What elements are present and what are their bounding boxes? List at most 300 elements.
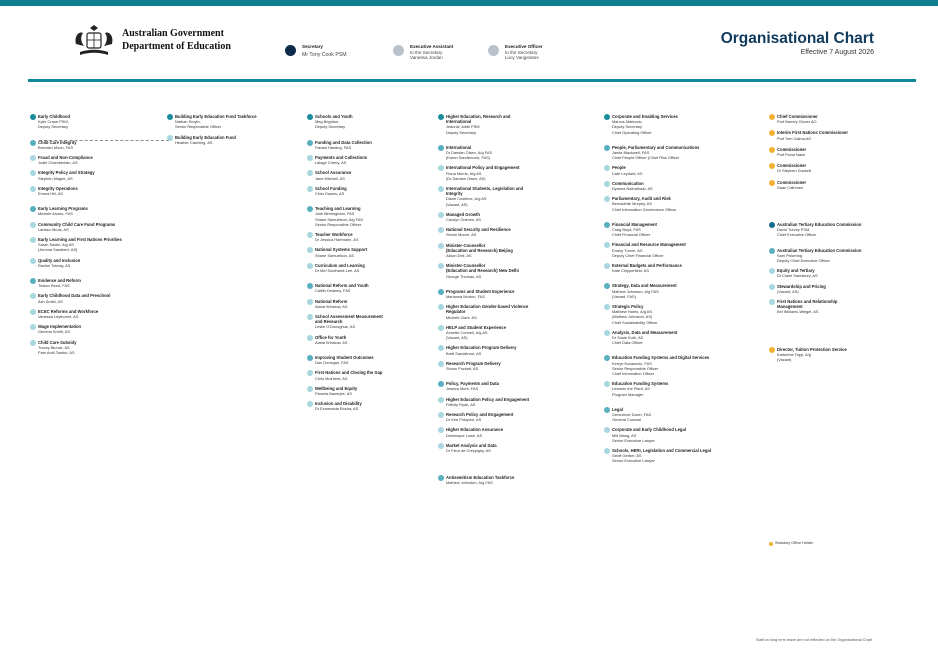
org-unit-text (446, 304, 528, 320)
page-title: Organisational Chart (720, 30, 874, 47)
org-unit-detail: Marianna Morton, FAS (446, 294, 485, 299)
org-unit-name: Research Program Delivery (446, 360, 501, 366)
org-unit-text (446, 412, 513, 422)
org-unit-name: Stewardship and Pricing (777, 283, 826, 289)
org-unit-name: Higher Education Policy and Engagement (446, 396, 530, 402)
org-unit-detail: Dr Damian Olsen, A/g FAS (446, 150, 493, 155)
org-unit-detail: Chief Information Governance Officer (612, 206, 677, 212)
header-divider (28, 79, 916, 82)
group-dot (438, 145, 444, 151)
org-unit-detail: (Vacant, AS) (446, 335, 468, 341)
org-unit-name: Quality and Inclusion (38, 257, 81, 263)
org-unit-text (315, 370, 382, 380)
org-unit-detail: Leslie O'Donoghue, AS (315, 324, 356, 330)
org-unit-name: Education Funding Systems (612, 381, 669, 387)
org-unit-detail: Mathew Johnston, A/g FAS (446, 480, 493, 486)
org-unit-text (612, 407, 651, 423)
org-unit-text (38, 114, 70, 130)
group-dot (769, 248, 775, 254)
statutory-dot (769, 130, 775, 136)
org-unit-detail: Senior Responsible Officer (175, 124, 222, 130)
org-unit-name: Market Analysis and Data (446, 442, 497, 448)
org-unit-text (175, 135, 236, 145)
org-unit-detail: Emma Hill, AS (38, 191, 63, 196)
branch-dot (604, 181, 610, 187)
org-unit-text (38, 186, 78, 196)
org-unit-detail: Kerryn Kovacevic, FAS (612, 360, 652, 366)
effective-date: Effective 7 August 2026 (800, 49, 874, 56)
org-unit-text (777, 299, 838, 315)
footnote: Staff on long term leave are not reflected on the Organisational Chart (755, 638, 872, 642)
org-unit-name: Chief Commissioner (777, 114, 818, 119)
org-unit-text (315, 206, 363, 227)
branch-dot (438, 325, 444, 331)
org-unit-detail: Dr Esmeralda Rocha, AS (315, 406, 359, 412)
org-unit-detail: (Vacant, AS) (446, 201, 468, 207)
executive-assistant-role-line1: Executive Assistant (410, 44, 454, 49)
org-unit-detail: Bernadette Murphy, AS (612, 201, 652, 207)
org-unit-detail: Shane Samuelson, A/g FAS (315, 216, 364, 222)
org-unit-name: School Assessment Measurement (315, 314, 383, 319)
org-unit-name: International Students, Legislation and (446, 186, 524, 191)
org-unit-name: First Nations and Closing the Gap (315, 370, 383, 376)
org-unit-name: International (446, 144, 472, 150)
org-unit-detail: Prof Tom Calma AO (777, 135, 812, 141)
branch-dot (307, 263, 313, 269)
org-unit-text (612, 304, 658, 325)
org-unit-detail: Stephen Magee, AS (38, 175, 73, 181)
org-unit-text (777, 147, 806, 157)
group-dot (604, 283, 610, 289)
org-unit-detail: Jessica Mohr, FAS (446, 386, 479, 392)
group-dot (438, 381, 444, 387)
org-unit-detail: Vanessa Leythorne, AS (38, 314, 79, 319)
branch-dot (604, 427, 610, 433)
org-unit-detail: Chief Financial Officer (612, 232, 651, 238)
group-dot (438, 475, 444, 481)
executive-assistant-role-line2: to the Secretary (410, 49, 443, 55)
org-unit-text (38, 340, 76, 356)
org-unit-text (446, 325, 506, 341)
org-unit-detail: Fiona Morris, A/g AS (446, 170, 482, 176)
org-unit-text (315, 232, 358, 242)
org-unit-name: Higher Education Assurance (446, 427, 504, 433)
org-unit-text (446, 361, 501, 371)
branch-dot (30, 186, 36, 192)
org-unit-name: Teacher Workforce (315, 232, 353, 237)
org-unit-detail: Pam Antil-Tambo, AS (38, 350, 75, 355)
org-unit-name: National Reform (315, 298, 348, 304)
org-unit-detail: Chris Dawes, AS (315, 191, 345, 196)
org-unit-name: Legal (612, 406, 623, 412)
org-unit-name-continued: (Education and Research) Beijing (446, 247, 513, 253)
branch-dot (307, 314, 313, 320)
org-unit-detail: Dr Claire Sainsbury, AS (777, 273, 818, 279)
org-unit-name: Commissioner (777, 163, 807, 169)
org-unit-text (315, 401, 362, 411)
org-unit-detail: Prof Fiona Nash (777, 152, 806, 157)
org-unit-text (777, 347, 847, 363)
org-unit-detail: Chief Information Officer (612, 371, 655, 376)
branch-dot (438, 361, 444, 367)
org-unit-detail: Katherine Tapp, A/g (777, 351, 811, 357)
org-unit-text (446, 114, 510, 135)
org-unit-name: Strategy, Data and Measurement (612, 283, 677, 289)
org-unit-detail: Tristan Reed, FAS (38, 283, 70, 289)
deputy-dot (604, 114, 610, 120)
org-unit-detail: Meg Brighton, (315, 119, 340, 125)
org-unit-name: Teaching and Learning (315, 206, 361, 212)
org-unit-name: Corporate and Early Childhood Legal (612, 427, 686, 433)
branch-dot (438, 304, 444, 310)
branch-dot (604, 330, 610, 336)
branch-dot (438, 412, 444, 418)
org-unit-detail: Shane Samuelson, AS (315, 252, 354, 258)
org-unit-name: Policy, Payments and Data (446, 381, 499, 387)
org-unit-detail: Michele Clark, AS (446, 314, 477, 320)
org-unit-detail: Chris Muirhent, AS (315, 375, 348, 381)
org-unit-detail: Fabian Harding, FAS (315, 144, 352, 150)
org-unit-detail: Caitlin Delaney, FAS (315, 288, 351, 294)
org-unit-detail: Chief Executive Officer (777, 232, 817, 238)
org-unit-text (446, 427, 503, 437)
org-unit-name: Corporate and Enabling Services (612, 114, 678, 119)
org-unit-name-continued: International (446, 119, 472, 125)
org-unit-text (446, 212, 481, 222)
org-unit-detail: Michele Alvaro, FAS (38, 211, 73, 217)
org-unit-detail: Kylie Crane PSM, (38, 119, 69, 125)
org-unit-detail: Dr Jessica Hartmann, AS (315, 237, 359, 243)
org-unit-name: Community Child Care Fund Programs (38, 221, 116, 227)
branch-dot (307, 247, 313, 253)
org-unit-text (446, 443, 497, 453)
org-unit-detail: Deputy Secretary (38, 124, 69, 130)
org-unit-detail: (Vacant) (777, 357, 792, 362)
org-unit-detail: Deputy Chief Financial Officer (612, 252, 664, 258)
org-unit-text (315, 355, 374, 365)
branch-dot (307, 401, 313, 407)
org-unit-name: Integrity Operations (38, 185, 78, 191)
org-unit-name: Higher Education, Research and (446, 114, 511, 119)
org-unit-text (38, 309, 98, 319)
org-unit-text (315, 314, 383, 330)
org-unit-text (315, 283, 369, 293)
org-unit-name-continued: Regulator (446, 309, 466, 315)
org-unit-name: Interim First Nations Commissioner (777, 130, 848, 136)
org-unit-name: Early Learning and First Nations Priorities (38, 237, 122, 242)
org-unit-detail: Deputy Secretary (315, 124, 346, 130)
org-unit-name: School Funding (315, 185, 347, 191)
group-dot (30, 140, 36, 146)
org-unit-text (777, 284, 826, 294)
org-unit-text (315, 386, 357, 396)
org-unit-name-continued: and Research (315, 319, 343, 325)
org-unit-text (38, 278, 81, 288)
org-unit-name-continued: Management (777, 304, 803, 310)
org-unit-name: Australian Tertiary Education Commission (777, 247, 862, 253)
branch-dot (307, 186, 313, 192)
org-unit-name: Payments and Collections (315, 155, 368, 160)
org-unit-detail: Jamie Blackwell, FAS (612, 150, 650, 155)
org-unit-detail: Dominique Lowe, AS (446, 432, 483, 438)
executive-officer-role-line1: Executive Officer (505, 44, 543, 49)
org-unit-detail: (Dr Damian Olsen, AS) (446, 175, 486, 181)
org-unit-name: Financial Management (612, 221, 657, 227)
org-unit-name: Early Childhood Data and Preschool (38, 293, 111, 299)
org-unit-name: National Security and Resilience (446, 227, 511, 233)
branch-dot (30, 237, 36, 243)
deputy-dot (307, 114, 313, 120)
branch-dot (307, 232, 313, 238)
org-unit-text (315, 335, 347, 345)
executive-officer-role-line2: to the Secretary (505, 49, 538, 55)
org-unit-text (612, 165, 643, 175)
org-unit-name: Wage Implementation (38, 324, 82, 330)
org-unit-text (446, 475, 514, 485)
org-unit-detail: (Vacant, FAS) (612, 293, 636, 299)
org-unit-text (777, 114, 818, 124)
org-unit-text (446, 165, 520, 181)
org-unit-text (38, 155, 93, 165)
org-unit-name: Child Care Subsidy (38, 339, 77, 345)
group-dot (604, 355, 610, 361)
org-unit-text (612, 196, 676, 212)
org-unit-detail: Simon Moore, AS (446, 232, 477, 238)
org-unit-name: Director, Tuition Protection Service (777, 346, 847, 352)
branch-dot (30, 340, 36, 346)
org-unit-detail: Milt Wang, AS (612, 432, 637, 438)
branch-dot (604, 304, 610, 310)
org-unit-detail: Genevieve Davin, FAS (612, 412, 652, 417)
branch-dot (769, 299, 775, 305)
group-dot (30, 206, 36, 212)
branch-dot (438, 186, 444, 192)
org-unit-detail: Chief Data Officer (612, 340, 643, 346)
org-unit-text (612, 145, 700, 161)
branch-dot (769, 268, 775, 274)
department-name: Department of Education (122, 41, 231, 52)
branch-dot (438, 227, 444, 233)
org-unit-detail: Jane Mitchell, AS (315, 175, 345, 181)
org-unit-detail: David Turvey PSM, (777, 227, 811, 233)
branch-dot (604, 242, 610, 248)
org-unit-text (612, 427, 686, 443)
org-unit-name: Analysis, Data and Measurement (612, 329, 678, 335)
org-unit-name: Education Funding Systems and Digital Services (612, 355, 710, 361)
org-unit-detail: Tracey Blunck, AS (38, 344, 70, 350)
org-unit-text (38, 170, 95, 180)
org-unit-detail: Alana Winslow, AS (315, 339, 348, 345)
org-unit-detail: Brett Sandstrom, AS (446, 350, 482, 356)
org-unit-detail: Deputy Chief Executive Officer (777, 258, 830, 263)
branch-dot (604, 381, 610, 387)
statutory-dot (769, 347, 775, 353)
org-unit-name: Financial and Resource Management (612, 242, 686, 248)
org-unit-name: External Budgets and Performance (612, 263, 682, 268)
org-unit-name-continued: Integrity (446, 191, 463, 197)
org-unit-detail: Lewwen the Plant, AS (612, 386, 650, 392)
org-unit-name: Managed Growth (446, 211, 480, 217)
org-unit-detail: Lalage Cherry, AS (315, 160, 347, 166)
group-dot (604, 407, 610, 413)
org-unit-text (446, 145, 492, 161)
government-logo (70, 24, 230, 60)
org-unit-detail: Ash Smith, AS (38, 298, 63, 304)
org-unit-text (446, 243, 513, 259)
executive-officer-name: Lucy Vangelatos (505, 55, 539, 61)
executive-assistant-dot (393, 45, 404, 56)
org-unit-text (777, 222, 861, 238)
org-unit-text (446, 263, 519, 279)
org-unit-detail: Rachel Tolmay, AS (38, 262, 71, 268)
org-unit-detail: General Counsel (612, 417, 642, 423)
org-unit-detail: Dan Donegan, FAS (315, 360, 349, 366)
org-unit-name: People (612, 165, 626, 171)
group-dot (30, 278, 36, 284)
branch-dot (30, 258, 36, 264)
branch-dot (438, 427, 444, 433)
org-unit-text (446, 227, 511, 237)
org-unit-text (315, 299, 347, 309)
org-unit-name: School Assurance (315, 170, 352, 176)
org-unit-detail: Cate Leydard, AS (612, 170, 643, 176)
org-unit-name: Curriculum and Learning (315, 262, 365, 268)
top-accent-bar (0, 0, 938, 6)
org-unit-name-continued: (Education and Research) New Delhi (446, 268, 519, 274)
org-unit-text (777, 163, 811, 173)
secretary-dot (285, 45, 296, 56)
branch-dot (307, 170, 313, 176)
statutory-dot (769, 147, 775, 153)
org-unit-detail: Senior Executive Lawyer (612, 437, 655, 443)
org-unit-name: National Systems Support (315, 247, 368, 253)
branch-dot (604, 196, 610, 202)
group-dot (307, 283, 313, 289)
org-unit-text (175, 114, 257, 130)
org-unit-detail: Mathew Johnston, A/g FAS (612, 288, 659, 294)
deputy-dot (438, 114, 444, 120)
org-unit-name: ECEC Reforms and Workforce (38, 308, 99, 314)
org-unit-name: Minister-Counsellor (446, 263, 486, 269)
org-unit-detail: (Mathew Johnston, AS) (612, 314, 653, 320)
org-unit-detail: (Vacant, AS) (777, 288, 799, 294)
org-unit-name: Research Policy and Engagement (446, 412, 514, 417)
org-unit-detail: Pamela Banerjee, AS (315, 391, 352, 396)
org-unit-text (446, 397, 529, 407)
group-dot (307, 206, 313, 212)
branch-dot (604, 165, 610, 171)
org-unit-text (446, 381, 499, 391)
org-unit-name: HELP and Student Experience (446, 324, 506, 330)
branch-dot (769, 284, 775, 290)
org-unit-name: People, Parliamentary and Communications (612, 144, 700, 150)
branch-dot (438, 263, 444, 269)
org-unit-name: Communication (612, 180, 644, 186)
org-unit-text (315, 186, 347, 196)
government-name: Australian Government (122, 28, 224, 39)
org-unit-detail: Jodie Chamberlain, AS (38, 160, 78, 166)
org-unit-text (612, 181, 653, 191)
org-unit-text (315, 170, 351, 180)
org-unit-detail: Prof Barney Glover AO (777, 119, 817, 125)
org-unit-name: Programs and Student Experience (446, 288, 515, 294)
org-unit-text (38, 140, 77, 150)
org-unit-name: Australian Tertiary Education Commission (777, 222, 862, 227)
org-unit-detail: Simon Puckett, AS (446, 366, 479, 371)
org-unit-detail: Felicity Ryan, AS (446, 401, 476, 407)
org-unit-text (612, 381, 668, 397)
org-unit-name: Early Learning Programs (38, 206, 88, 212)
org-unit-detail: Matthew Harris, A/g AS (612, 309, 653, 315)
branch-dot (307, 370, 313, 376)
deputy-dot (167, 114, 173, 120)
group-dot (307, 140, 313, 146)
org-unit-name: Higher Education Gender-based Violence (446, 304, 529, 310)
org-unit-detail: (Jemma Sandbert, AS) (38, 247, 78, 253)
branch-dot (167, 135, 173, 141)
org-unit-text (777, 248, 861, 264)
org-unit-name: Fraud and Non-Compliance (38, 155, 93, 160)
org-unit-detail: Sam Pickering (777, 252, 803, 258)
org-unit-detail: Chief Operating Officer (612, 129, 652, 135)
org-unit-detail: Alana Winslow, AS (315, 303, 348, 309)
branch-dot (307, 299, 313, 305)
org-unit-text (612, 114, 678, 135)
org-unit-detail: Nathan Smyth, (175, 119, 201, 125)
org-unit-detail: Annette Connell, A/g AS (446, 330, 488, 335)
org-unit-name: National Reform and Youth (315, 283, 369, 289)
group-dot (438, 289, 444, 295)
secretary-name: Mr Tony Cook PSM (302, 52, 347, 58)
statutory-dot (769, 163, 775, 169)
org-unit-name: Strategic Policy (612, 304, 644, 309)
org-unit-detail: Dr Fleur de Crespigny, AS (446, 448, 491, 453)
branch-dot (604, 448, 610, 454)
agency-dot (769, 222, 775, 228)
org-unit-text (315, 263, 365, 273)
org-unit-detail: Gemma Smith, AS (38, 329, 70, 335)
org-unit-name: Improving Student Outcomes (315, 355, 374, 360)
branch-dot (438, 243, 444, 249)
branch-dot (30, 222, 36, 228)
org-unit-detail: Carolyn Grieves, AS (446, 217, 482, 222)
branch-dot (30, 293, 36, 299)
org-unit-text (777, 130, 848, 140)
org-unit-text (38, 258, 80, 268)
org-unit-name: Building Early Education Fund (175, 134, 236, 140)
org-unit-text (38, 237, 122, 253)
org-unit-name: Equity and Tertiary (777, 268, 815, 274)
branch-dot (307, 155, 313, 161)
org-unit-text (612, 263, 682, 273)
executive-assistant-name: Vanessa Jordan (410, 55, 443, 61)
org-unit-name: Schools and Youth (315, 114, 353, 119)
org-unit-text (446, 186, 523, 207)
org-unit-detail: Dr Susie Kuth, AS (612, 335, 644, 340)
org-unit-text (777, 268, 818, 278)
org-unit-detail: Chief People Officer (Chief Risk Officer (612, 155, 680, 161)
org-unit-name: Parliamentary, Audit and Risk (612, 196, 671, 202)
org-unit-detail: Emery Turner, AS (612, 247, 643, 253)
org-unit-text (612, 448, 711, 464)
org-unit-name: Office for Youth (315, 334, 347, 340)
org-unit-name: Wellbeing and Equity (315, 385, 358, 391)
org-unit-detail: Jeannie Jobbi PSM, (446, 124, 481, 130)
org-unit-text (612, 330, 677, 346)
branch-dot (30, 324, 36, 330)
org-unit-detail: Heather Catching, AS (175, 139, 213, 145)
org-unit-name: Inclusion and Disability (315, 401, 362, 407)
